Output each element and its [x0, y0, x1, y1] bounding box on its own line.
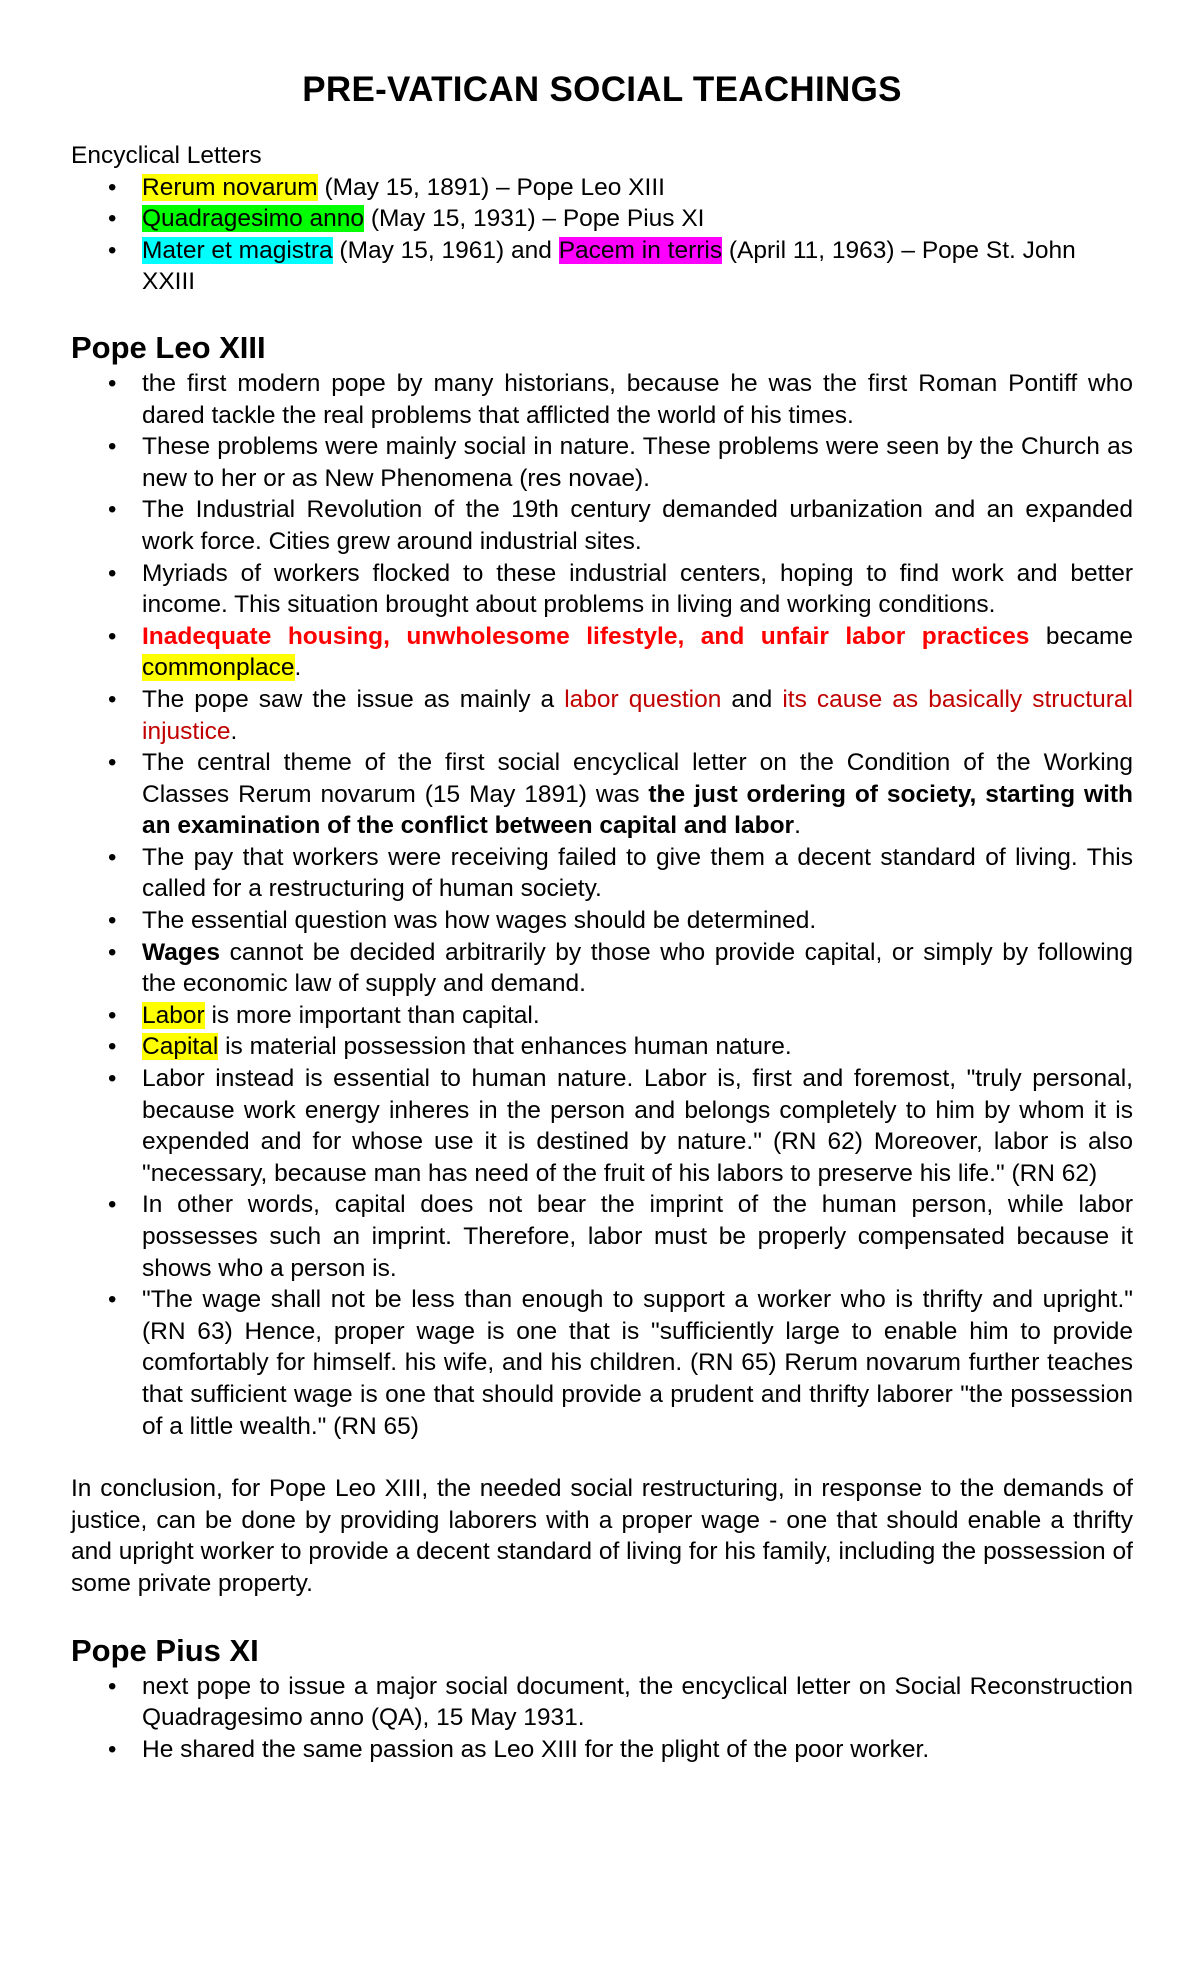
encyclical-heading: Encyclical Letters	[71, 142, 262, 169]
page-content	[71, 70, 1133, 1765]
encyclical-name: Mater et magistra	[142, 236, 333, 264]
list-item: • The central theme of the first social encyclical letter on the Condition of the Working Classes Rerum novarum (15 May 1891) was the just ordering of society, starting with an examination of the conflict between capital and labor.	[142, 747, 1133, 842]
list-item: • Rerum novarum (May 15, 1891) – Pope Leo XIII	[142, 172, 1133, 204]
list-item: • Labor instead is essential to human nature. Labor is, first and foremost, "truly personal, because work energy inheres in the person and belongs completely to him by whom it is expended and for whose use it is destined by nature." (RN 62) Moreover, labor is also "necessary, because man has need of the fruit of his labors to preserve his life." (RN 62)	[142, 1063, 1133, 1189]
leo-list	[71, 368, 1133, 1442]
list-item: • Quadragesimo anno (May 15, 1931) – Pope Pius XI	[142, 203, 1133, 235]
list-item: • The pay that workers were receiving failed to give them a decent standard of living. This called for a restructuring of human society.	[142, 842, 1133, 905]
list-item: • Myriads of workers flocked to these industrial centers, hoping to find work and better income. This situation brought about problems in living and working conditions.	[142, 558, 1133, 621]
list-item: • Wages cannot be decided arbitrarily by those who provide capital, or simply by following the economic law of supply and demand.	[142, 937, 1133, 1000]
list-item: • The pope saw the issue as mainly a labor question and its cause as basically structural injustice.	[142, 684, 1133, 747]
encyclical-list	[71, 172, 1133, 298]
encyclical-name: Pacem in terris	[558, 236, 723, 264]
list-item: • next pope to issue a major social document, the encyclical letter on Social Reconstruction Quadragesimo anno (QA), 15 May 1931.	[142, 1671, 1133, 1734]
encyclical-section	[71, 140, 1133, 298]
list-item: • Labor is more important than capital.	[142, 1000, 1133, 1032]
encyclical-name: Rerum novarum	[142, 173, 318, 201]
page-title: PRE-VATICAN SOCIAL TEACHINGS	[302, 70, 902, 109]
list-item: • the first modern pope by many historians, because he was the first Roman Pontiff who dared tackle the real problems that afflicted the world of his times.	[142, 368, 1133, 431]
section-heading-leo: Pope Leo XIII	[71, 329, 266, 365]
section-heading-pius: Pope Pius XI	[71, 1632, 259, 1668]
list-item: • The essential question was how wages should be determined.	[142, 905, 1133, 937]
list-item: • He shared the same passion as Leo XIII for the plight of the poor worker.	[142, 1734, 1133, 1766]
list-item: • These problems were mainly social in nature. These problems were seen by the Church as new to her or as New Phenomena (res novae).	[142, 431, 1133, 494]
list-item: • Mater et magistra (May 15, 1961) and Pacem in terris (April 11, 1963) – Pope St. John XXIII	[142, 235, 1133, 298]
list-item: • "The wage shall not be less than enough to support a worker who is thrifty and upright." (RN 63) Hence, proper wage is one that is "sufficiently large to enable him to provide comfortably for himself. his wife, and his children. (RN 65) Rerum novarum further teaches that sufficient wage is one that should provide a prudent and thrifty laborer "the possession of a little wealth." (RN 65)	[142, 1284, 1133, 1442]
encyclical-name: Quadragesimo anno	[142, 205, 365, 233]
list-item: • Capital is material possession that enhances human nature.	[142, 1031, 1133, 1063]
list-item: • The Industrial Revolution of the 19th century demanded urbanization and an expanded work force. Cities grew around industrial sites.	[142, 494, 1133, 557]
pius-list	[71, 1671, 1133, 1766]
conclusion-paragraph: In conclusion, for Pope Leo XIII, the needed social restructuring, in response to the demands of justice, can be done by providing laborers with a proper wage - one that should enable a thrifty and upright worker to provide a decent standard of living for his family, including the possession of some private property.	[71, 1475, 1133, 1597]
list-item: • Inadequate housing, unwholesome lifestyle, and unfair labor practices became commonplace.	[142, 621, 1133, 684]
list-item: • In other words, capital does not bear the imprint of the human person, while labor possesses such an imprint. Therefore, labor must be properly compensated because it shows who a person is.	[142, 1189, 1133, 1284]
